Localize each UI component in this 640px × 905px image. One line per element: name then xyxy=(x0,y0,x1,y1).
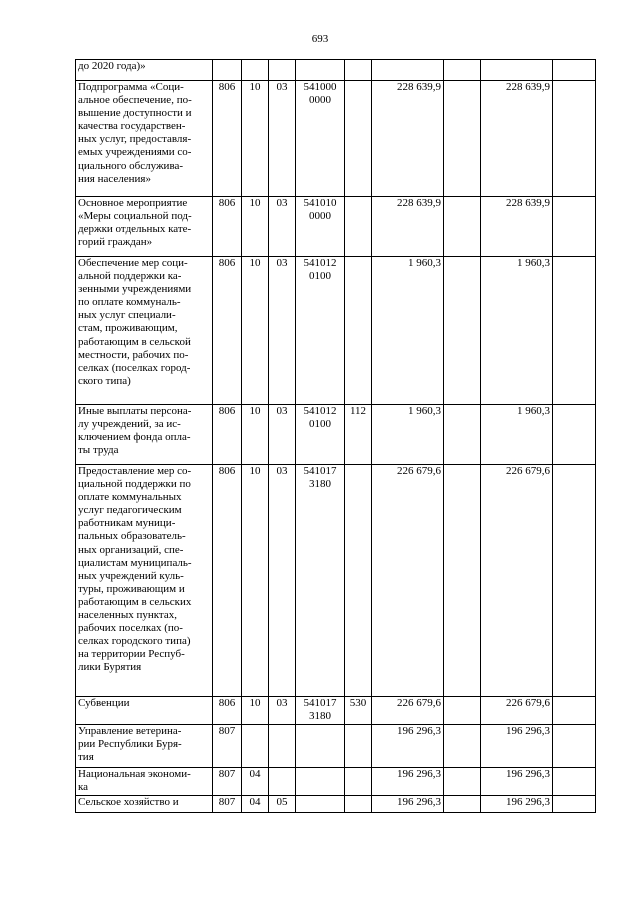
target-code-line: 541010 xyxy=(303,197,337,209)
row-name-line: Национальная экономи- xyxy=(78,768,191,780)
ministry-code: 806 xyxy=(213,81,242,197)
table-row xyxy=(76,796,596,813)
table-row xyxy=(76,257,596,405)
amount-value: 196 296,3 xyxy=(372,768,444,796)
row-name-line: альное обеспечение, по- xyxy=(78,94,192,107)
subsection-code: 03 xyxy=(269,465,296,697)
amount-total-value: 1 960,3 xyxy=(481,405,553,465)
table-row xyxy=(76,725,596,768)
row-name-line: циальной поддержки по xyxy=(78,478,191,491)
target-article-code xyxy=(296,81,345,197)
row-name-cell xyxy=(76,465,213,697)
row-name-line: стам, проживающим, xyxy=(78,322,178,335)
expense-type-code xyxy=(345,465,372,697)
row-name-line: «Меры социальной под- xyxy=(78,210,192,223)
row-name-line: местности, рабочих по- xyxy=(78,348,189,361)
amount-total-value: 226 679,6 xyxy=(481,697,553,725)
section-code: 10 xyxy=(242,197,269,257)
subsection-code: 05 xyxy=(269,796,296,813)
subsection-code: 03 xyxy=(269,81,296,197)
amount-value: 196 296,3 xyxy=(372,796,444,813)
row-name-line: ты труда xyxy=(78,444,119,457)
expense-type-code xyxy=(345,197,372,257)
subsection-code: 03 xyxy=(269,197,296,257)
target-article-code xyxy=(296,60,345,81)
budget-table xyxy=(75,59,596,813)
subsection-code xyxy=(269,768,296,796)
row-name-cell xyxy=(76,257,213,405)
row-name-line: Субвенции xyxy=(78,697,130,709)
extra-value xyxy=(444,257,481,405)
table-row xyxy=(76,697,596,725)
ministry-code: 806 xyxy=(213,257,242,405)
extra-value xyxy=(444,725,481,768)
last-column-value xyxy=(553,405,596,465)
extra-value xyxy=(444,465,481,697)
row-name-line: лики Бурятия xyxy=(78,661,142,674)
target-code-line: 0000 xyxy=(309,210,331,223)
extra-value xyxy=(444,768,481,796)
amount-value: 228 639,9 xyxy=(372,197,444,257)
table-row xyxy=(76,81,596,197)
last-column-value xyxy=(553,697,596,725)
row-name-line: Предоставление мер со- xyxy=(78,465,192,477)
page-number: 693 xyxy=(311,33,329,45)
row-name-line: лу учреждений, за ис- xyxy=(78,418,181,431)
expense-type-code xyxy=(345,81,372,197)
last-column-value xyxy=(553,60,596,81)
amount-total-value: 196 296,3 xyxy=(481,725,553,768)
row-name-line: держки отдельных кате- xyxy=(78,223,192,236)
extra-value xyxy=(444,405,481,465)
last-column-value xyxy=(553,768,596,796)
expense-type-code: 530 xyxy=(345,697,372,725)
row-name-line: ского типа) xyxy=(78,374,131,387)
row-name-line: пальных образователь- xyxy=(78,530,186,543)
ministry-code: 806 xyxy=(213,465,242,697)
amount-total-value: 228 639,9 xyxy=(481,81,553,197)
row-name-line: тия xyxy=(78,751,94,764)
row-name-line: альной поддержки ка- xyxy=(78,270,182,283)
last-column-value xyxy=(553,725,596,768)
target-article-code xyxy=(296,465,345,697)
row-name-line: работникам муници- xyxy=(78,517,176,530)
target-code-line: 0100 xyxy=(309,270,331,283)
subsection-code xyxy=(269,725,296,768)
row-name-line: туры, проживающим и xyxy=(78,582,185,595)
extra-value xyxy=(444,697,481,725)
target-article-code xyxy=(296,768,345,796)
expense-type-code xyxy=(345,796,372,813)
target-code-line: 3180 xyxy=(309,478,331,491)
target-article-code xyxy=(296,405,345,465)
row-name-cell xyxy=(76,697,213,725)
amount-value: 1 960,3 xyxy=(372,257,444,405)
row-name-line: селках (поселках город- xyxy=(78,361,191,374)
ministry-code: 807 xyxy=(213,725,242,768)
row-name-line: Основное мероприятие xyxy=(78,197,188,209)
last-column-value xyxy=(553,257,596,405)
target-code-line: 541017 xyxy=(303,465,337,477)
row-name-line: ных услуг, предоставля- xyxy=(78,133,192,146)
ministry-code: 807 xyxy=(213,768,242,796)
amount-total-value xyxy=(481,60,553,81)
row-name-cell xyxy=(76,81,213,197)
row-name-line: селках городского типа) xyxy=(78,635,191,648)
amount-value: 1 960,3 xyxy=(372,405,444,465)
extra-value xyxy=(444,81,481,197)
row-name-line: работающим в сельской xyxy=(78,335,191,348)
row-name-line: ка xyxy=(78,781,89,794)
target-article-code xyxy=(296,697,345,725)
row-name-line: ключением фонда опла- xyxy=(78,431,191,444)
section-code xyxy=(242,725,269,768)
row-name-line: Иные выплаты персона- xyxy=(78,405,192,417)
row-name-line: вышение доступности и xyxy=(78,107,192,120)
row-name-line: населенных пунктах, xyxy=(78,609,177,622)
target-article-code xyxy=(296,725,345,768)
section-code: 04 xyxy=(242,768,269,796)
amount-value: 226 679,6 xyxy=(372,465,444,697)
row-name-line: горий граждан» xyxy=(78,236,153,249)
row-name-line: ных учреждений куль- xyxy=(78,569,184,582)
row-name-line: до 2020 года)» xyxy=(78,60,146,72)
subsection-code: 03 xyxy=(269,697,296,725)
target-article-code xyxy=(296,197,345,257)
last-column-value xyxy=(553,465,596,697)
row-name-line: Обеспечение мер соци- xyxy=(78,257,188,269)
row-name-line: Сельское хозяйство и xyxy=(78,796,179,808)
section-code: 10 xyxy=(242,81,269,197)
target-code-line: 541012 xyxy=(303,405,337,417)
row-name-line: рии Республики Буря- xyxy=(78,738,182,751)
row-name-line: качества государствен- xyxy=(78,120,186,133)
row-name-line: Управление ветерина- xyxy=(78,725,182,737)
row-name-line: работающим в сельских xyxy=(78,595,192,608)
section-code xyxy=(242,60,269,81)
row-name-line: циального обслужива- xyxy=(78,159,184,172)
row-name-line: на территории Респуб- xyxy=(78,648,185,661)
row-name-line: Подпрограмма «Соци- xyxy=(78,81,184,93)
ministry-code xyxy=(213,60,242,81)
section-code: 10 xyxy=(242,697,269,725)
table-row xyxy=(76,60,596,81)
row-name-line: ных организаций, спе- xyxy=(78,543,184,556)
subsection-code xyxy=(269,60,296,81)
row-name-cell xyxy=(76,405,213,465)
subsection-code: 03 xyxy=(269,257,296,405)
extra-value xyxy=(444,197,481,257)
expense-type-code: 112 xyxy=(345,405,372,465)
amount-total-value: 196 296,3 xyxy=(481,768,553,796)
amount-total-value: 228 639,9 xyxy=(481,197,553,257)
extra-value xyxy=(444,796,481,813)
table-row xyxy=(76,405,596,465)
target-code-line: 0000 xyxy=(309,94,331,107)
extra-value xyxy=(444,60,481,81)
section-code: 10 xyxy=(242,405,269,465)
row-name-line: емых учреждениями со- xyxy=(78,146,192,159)
expense-type-code xyxy=(345,725,372,768)
row-name-line: циалистам муниципаль- xyxy=(78,556,192,569)
amount-total-value: 226 679,6 xyxy=(481,465,553,697)
last-column-value xyxy=(553,796,596,813)
last-column-value xyxy=(553,81,596,197)
amount-value: 226 679,6 xyxy=(372,697,444,725)
table-row xyxy=(76,465,596,697)
amount-total-value: 196 296,3 xyxy=(481,796,553,813)
row-name-cell xyxy=(76,796,213,813)
expense-type-code xyxy=(345,60,372,81)
row-name-line: зенными учреждениями xyxy=(78,283,192,296)
table-row xyxy=(76,768,596,796)
target-code-line: 0100 xyxy=(309,418,331,431)
subsection-code: 03 xyxy=(269,405,296,465)
target-code-line: 541000 xyxy=(303,81,337,93)
row-name-cell xyxy=(76,725,213,768)
ministry-code: 806 xyxy=(213,697,242,725)
amount-total-value: 1 960,3 xyxy=(481,257,553,405)
section-code: 10 xyxy=(242,465,269,697)
row-name-line: услуг педагогическим xyxy=(78,504,182,517)
target-article-code xyxy=(296,796,345,813)
row-name-line: рабочих поселках (по- xyxy=(78,622,183,635)
ministry-code: 806 xyxy=(213,405,242,465)
target-code-line: 541017 xyxy=(303,697,337,709)
row-name-cell xyxy=(76,197,213,257)
row-name-line: оплате коммунальных xyxy=(78,491,182,504)
amount-value xyxy=(372,60,444,81)
last-column-value xyxy=(553,197,596,257)
target-article-code xyxy=(296,257,345,405)
row-name-line: ния населения» xyxy=(78,172,151,185)
ministry-code: 806 xyxy=(213,197,242,257)
amount-value: 228 639,9 xyxy=(372,81,444,197)
target-code-line: 3180 xyxy=(309,710,331,723)
ministry-code: 807 xyxy=(213,796,242,813)
row-name-cell xyxy=(76,768,213,796)
section-code: 10 xyxy=(242,257,269,405)
expense-type-code xyxy=(345,257,372,405)
row-name-line: по оплате коммуналь- xyxy=(78,296,181,309)
amount-value: 196 296,3 xyxy=(372,725,444,768)
row-name-cell xyxy=(76,60,213,81)
target-code-line: 541012 xyxy=(303,257,337,269)
row-name-line: ных услуг специали- xyxy=(78,309,176,322)
table-row xyxy=(76,197,596,257)
section-code: 04 xyxy=(242,796,269,813)
expense-type-code xyxy=(345,768,372,796)
